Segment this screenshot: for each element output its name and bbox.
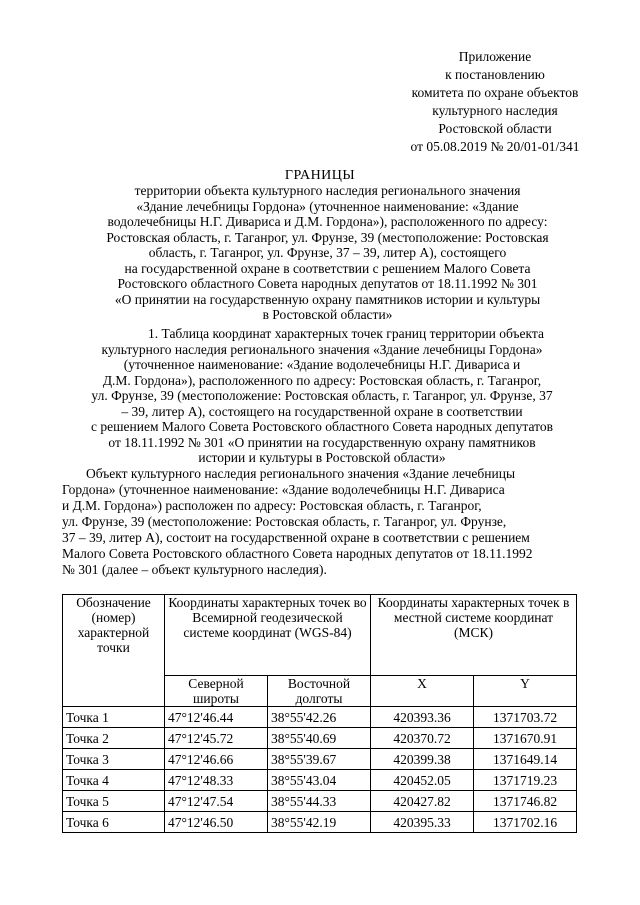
subtitle-line: «Здание лечебницы Гордона» (уточненное наименование: «Здание: [136, 198, 519, 214]
point-label: Точка 4: [63, 770, 165, 791]
appendix-header: [380, 48, 610, 156]
table-row: [63, 707, 577, 728]
section-line: ул. Фрунзе, 39 (местоположение: Ростовская область, г. Таганрог, ул. Фрунзе, 37: [91, 388, 553, 403]
section-heading: [62, 326, 582, 466]
section-line: с решением Малого Совета Ростовского областного Совета народных депутатов: [91, 419, 553, 434]
document-subtitle: [75, 183, 580, 323]
header-line: комитета по охране объектов: [411, 85, 579, 100]
subtitle-line: в Ростовской области»: [262, 307, 393, 322]
subtitle-line: на государственной охране в соответствии с решением Малого Совета: [124, 260, 531, 276]
header-line: Ростовской области: [438, 121, 552, 136]
table-row: [63, 791, 577, 812]
table-row: [63, 749, 577, 770]
msk-y: 1371703.72: [474, 707, 577, 728]
section-line: 1. Таблица координат характерных точек границ территории объекта: [148, 326, 544, 341]
paragraph-line: 37 – 39, литер А), состоит на государственной охране в соответствии с решением: [62, 530, 530, 545]
subtitle-line: Ростовская область, г. Таганрог, ул. Фрунзе, 39 (местоположение: Ростовская: [106, 229, 549, 245]
subtitle-line: территории объекта культурного наследия регионального значения: [134, 183, 521, 198]
header-point: Обозначение (номер) характерной точки: [63, 595, 165, 707]
header-line: к постановлению: [445, 67, 545, 82]
subtitle-line: область, г. Таганрог, ул. Фрунзе, 37 – 39, литер А), состоящего: [148, 245, 507, 260]
subheader-y: Y: [474, 676, 577, 707]
north-latitude: 47°12'46.50: [165, 812, 268, 833]
msk-x: 420393.36: [371, 707, 474, 728]
point-label: Точка 1: [63, 707, 165, 728]
msk-x: 420452.05: [371, 770, 474, 791]
msk-x: 420399.38: [371, 749, 474, 770]
msk-y: 1371649.14: [474, 749, 577, 770]
header-wgs: Координаты характерных точек во Всемирной геодезической системе координат (WGS-84): [165, 595, 371, 676]
north-latitude: 47°12'48.33: [165, 770, 268, 791]
subheader-north: Северной широты: [165, 676, 268, 707]
table-row: [63, 770, 577, 791]
section-line: культурного наследия регионального значения «Здание лечебницы Гордона»: [101, 341, 543, 357]
paragraph-line: Объект культурного наследия регионального значения «Здание лечебницы: [86, 466, 516, 481]
section-line: истории и культуры в Ростовской области»: [198, 450, 446, 465]
east-longitude: 38°55'39.67: [268, 749, 371, 770]
paragraph-line: и Д.М. Гордона») расположен по адресу: Ростовская область, г. Таганрог,: [62, 498, 482, 513]
east-longitude: 38°55'42.19: [268, 812, 371, 833]
point-label: Точка 3: [63, 749, 165, 770]
msk-x: 420370.72: [371, 728, 474, 749]
paragraph-line: Малого Совета Ростовского областного Совета народных депутатов от 18.11.1992: [62, 546, 533, 561]
east-longitude: 38°55'44.33: [268, 791, 371, 812]
msk-y: 1371702.16: [474, 812, 577, 833]
point-label: Точка 6: [63, 812, 165, 833]
north-latitude: 47°12'45.72: [165, 728, 268, 749]
section-line: (уточненное наименование: «Здание водолечебницы Н.Г. Дивариса и: [123, 357, 521, 372]
document-title: ГРАНИЦЫ: [284, 168, 356, 183]
table-row: [63, 812, 577, 833]
paragraph-line: ул. Фрунзе, 39 (местоположение: Ростовская область, г. Таганрог, ул. Фрунзе,: [62, 514, 507, 529]
table-header-row: [63, 595, 577, 676]
point-label: Точка 5: [63, 791, 165, 812]
subheader-x: X: [371, 676, 474, 707]
section-line: от 18.11.1992 № 301 «О принятии на государственную охрану памятников: [108, 434, 536, 450]
msk-y: 1371746.82: [474, 791, 577, 812]
header-line: культурного наследия: [432, 103, 558, 118]
subtitle-line: водолечебницы Н.Г. Дивариса и Д.М. Гордона»), расположенного по адресу:: [107, 214, 548, 229]
msk-x: 420395.33: [371, 812, 474, 833]
paragraph-line: Гордона» (уточненное наименование: «Здание водолечебницы Н.Г. Дивариса: [62, 482, 505, 497]
north-latitude: 47°12'46.66: [165, 749, 268, 770]
table-row: [63, 728, 577, 749]
paragraph-line: № 301 (далее – объект культурного наследия).: [62, 562, 327, 577]
subtitle-line: «О принятии на государственную охрану памятников истории и культуры: [114, 291, 541, 307]
msk-x: 420427.82: [371, 791, 474, 812]
north-latitude: 47°12'46.44: [165, 707, 268, 728]
point-label: Точка 2: [63, 728, 165, 749]
header-line: Приложение: [458, 49, 532, 64]
msk-y: 1371719.23: [474, 770, 577, 791]
header-msk: Координаты характерных точек в местной системе координат (МСК): [371, 595, 577, 676]
subheader-east: Восточной долготы: [268, 676, 371, 707]
coordinates-table: [62, 594, 577, 833]
east-longitude: 38°55'42.26: [268, 707, 371, 728]
east-longitude: 38°55'40.69: [268, 728, 371, 749]
section-line: – 39, литер А), состоящего на государственной охране в соответствии: [121, 403, 523, 419]
section-line: Д.М. Гордона»), расположенного по адресу: Ростовская область, г. Таганрог,: [102, 372, 542, 388]
east-longitude: 38°55'43.04: [268, 770, 371, 791]
body-paragraph: [62, 466, 582, 578]
msk-y: 1371670.91: [474, 728, 577, 749]
north-latitude: 47°12'47.54: [165, 791, 268, 812]
subtitle-line: Ростовского областного Совета народных депутатов от 18.11.1992 № 301: [117, 276, 538, 291]
header-line: от 05.08.2019 № 20/01-01/341: [410, 139, 580, 154]
